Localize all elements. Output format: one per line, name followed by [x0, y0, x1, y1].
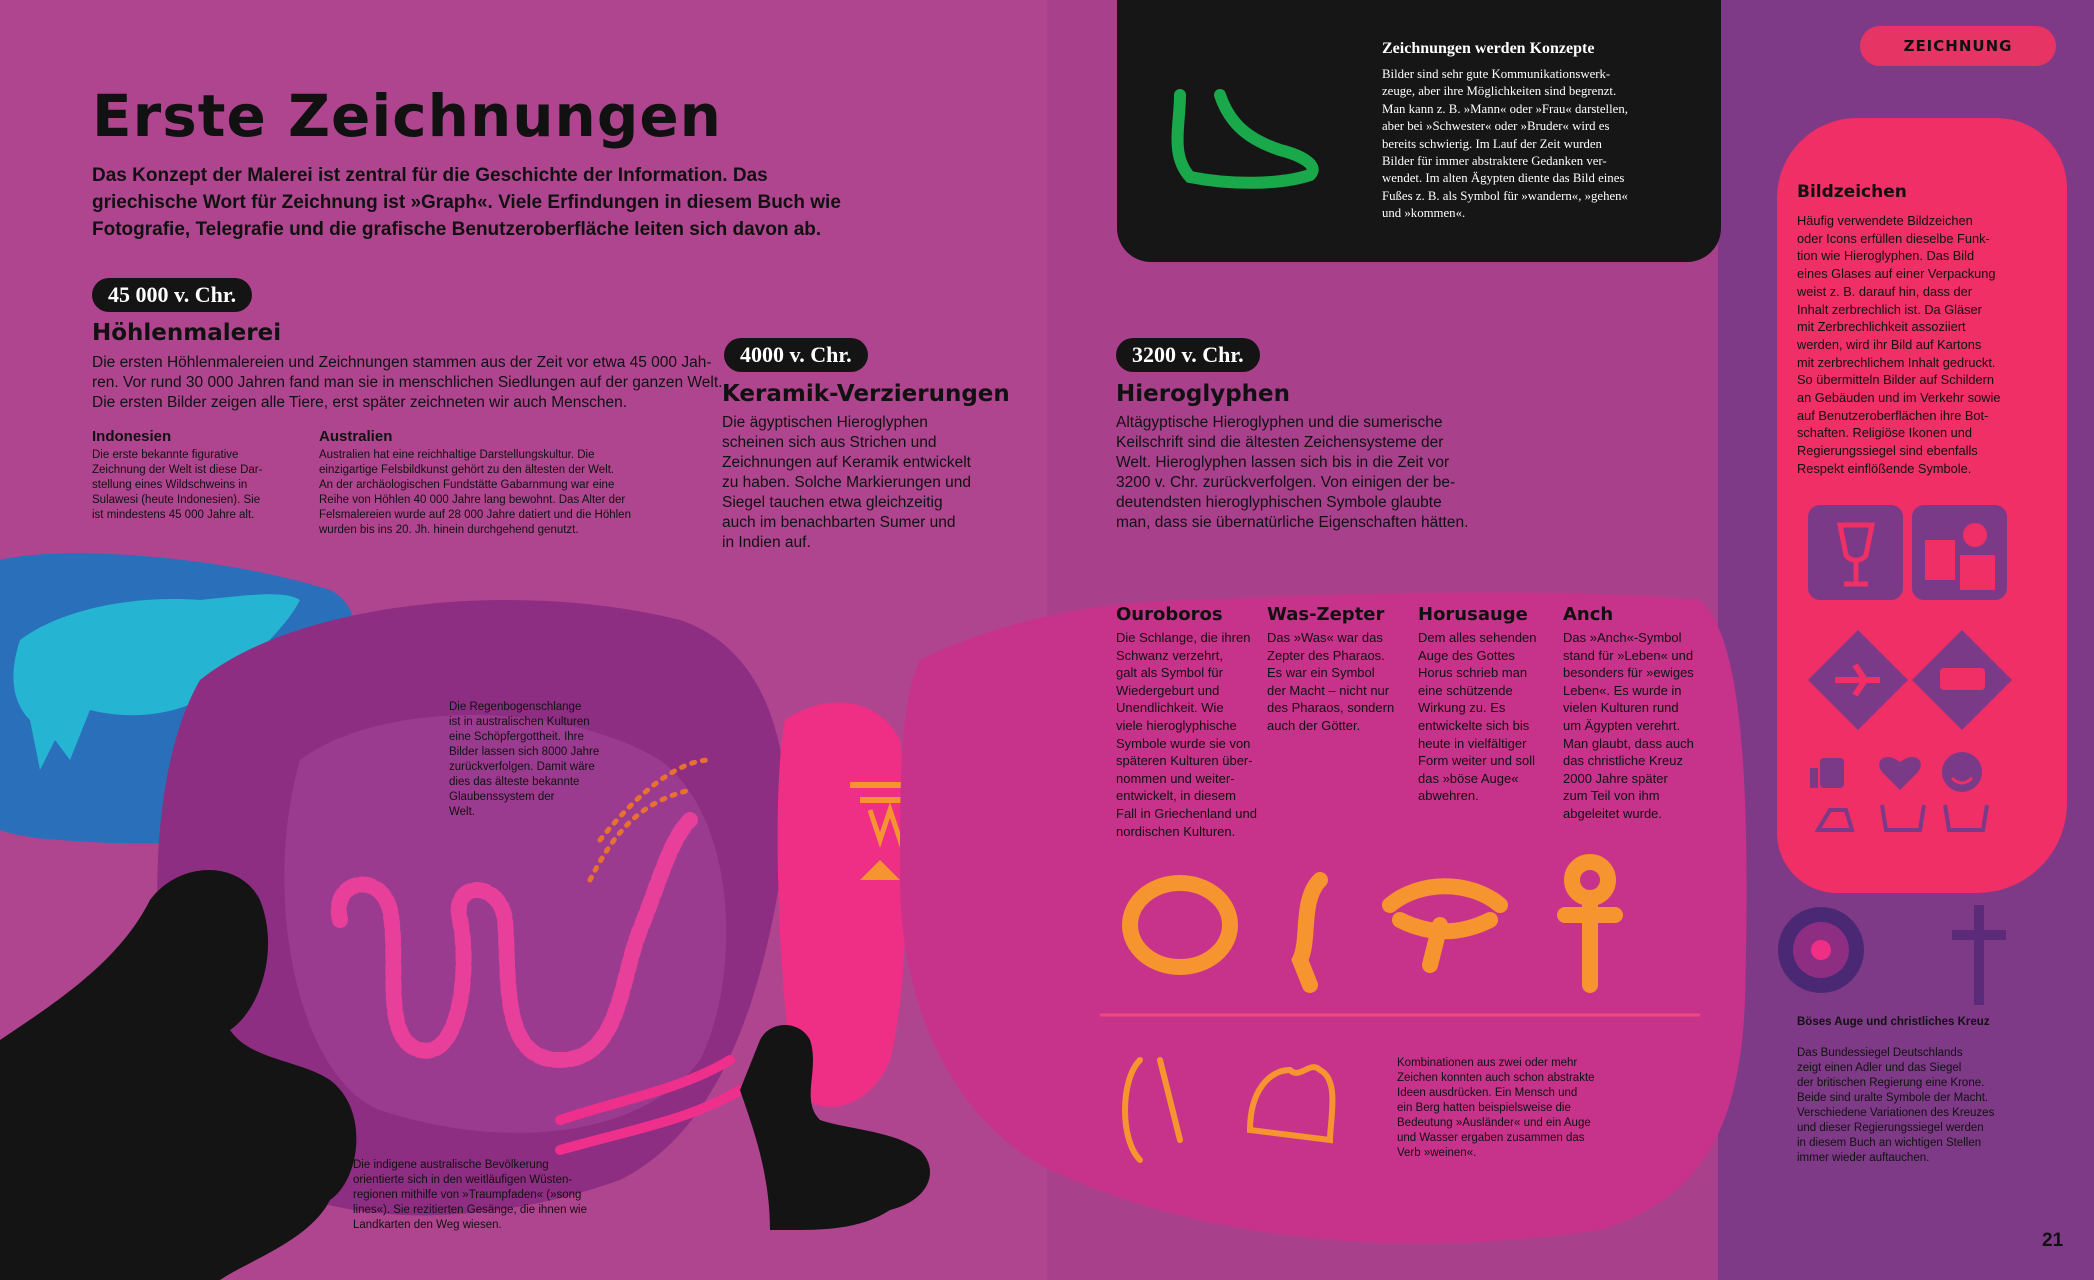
horus-eye-heading: Horusauge	[1418, 604, 1528, 625]
concepts-text: Bilder sind sehr gute Kommunikationswerk- zeuge, aber ihre Möglichkeiten sind begrenzt. Man kann z. B. »Mann« oder »Frau« darstellen, aber bei »Schwester« oder »Bruder« wird es bereits schwierig. Im Lauf der Zeit wurden Bilder für immer abstraktere Gedanken ver- wendet. Im alten Ägypten diente das Bild eines Fußes z. B. als Symbol für »wandern«, »gehen« und »kommen«.	[1382, 67, 1628, 221]
horus-eye-column	[1418, 604, 1558, 805]
concepts-heading: Zeichnungen werden Konzepte	[1382, 40, 1595, 57]
intro-line: griechische Wort für Zeichnung ist »Graph«. Viele Erfindungen in diesem Buch wie	[92, 192, 841, 213]
horus-eye-text: Dem alles sehenden Auge des Gottes Horus schrieb man eine schützende Wirkung zu. Es entwickelte sich bis heute in vielfältiger Form weiter und soll das »böse Auge« abwehren.	[1418, 630, 1537, 804]
symbols-caption: Böses Auge und christliches Kreuz	[1797, 1016, 1990, 1028]
date-badge-45000: 45 000 v. Chr.	[92, 278, 252, 312]
page-number: 21	[2042, 1230, 2064, 1251]
was-scepter-column	[1267, 604, 1407, 735]
ceramic-text: Die ägyptischen Hieroglyphen scheinen sich aus Strichen und Zeichnungen auf Keramik entwickelt zu haben. Solche Markierungen und Siegel tauchen etwa gleichzeitig auch im benachbarten Sumer und in Indien auf.	[722, 414, 972, 551]
heart-icon	[1879, 757, 1921, 790]
combo-caption: Kombinationen aus zwei oder mehr Zeichen konnten auch schon abstrakte Ideen ausdrücken. Ein Mensch und ein Berg hatten beispielsweise die Bedeutung »Ausländer« und ein Auge und Wasser ergaben zusammen das Verb »weinen«.	[1397, 1057, 1595, 1159]
hieroglyphs-text: Altägyptische Hieroglyphen und die sumerische Keilschrift sind die ältesten Zeichensysteme der Welt. Hieroglyphen lassen sich bis in die Zeit vor 3200 v. Chr. zurückverfolgen. Von einigen der be- deutendsten hieroglyphischen Symbole glaubte man, dass sie übernatürliche Eigenschaften hätten.	[1116, 414, 1469, 531]
section-heading-cave: Höhlenmalerei	[92, 320, 282, 346]
iron-icon	[1818, 810, 1852, 830]
ouroboros-heading: Ouroboros	[1116, 604, 1223, 625]
thumbs-up-icon	[1810, 758, 1844, 788]
ankh-heading: Anch	[1563, 604, 1614, 625]
intro-paragraph	[92, 162, 872, 243]
pictogram-text: Häufig verwendete Bildzeichen oder Icons erfüllen dieselbe Funk- tion wie Hieroglyphen. Das Bild eines Glases auf einer Verpackung weist z. B. darauf hin, dass der Inhalt zerbrechlich ist. Da Gläser mit Zerbrechlichkeit assoziiert werden, wird ihr Bild auf Kartons mit zerbrechlichem Inhalt gedruckt. So übermitteln Bilder auf Schildern an Gebäuden und im Verkehr sowie auf Benutzeroberflächen ihre Bot- schaften. Religiöse Ikonen und Regierungssiegel sind ebenfalls Respekt einflößende Symbole.	[1797, 213, 2001, 476]
date-badge-3200: 3200 v. Chr.	[1116, 338, 1260, 372]
foot-icon	[1160, 85, 1340, 195]
handwash-icon	[1882, 805, 1924, 830]
ankh-text: Das »Anch«-Symbol stand für »Leben« und besonders für »ewiges Leben«. Es wurde in vielen Kulturen rund um Ägypten verehrt. Man glaubt, dass auch das christliche Kreuz 2000 Jahre später zum Teil von ihm abgeleitet wurde.	[1563, 630, 1694, 821]
date-badge-4000: 4000 v. Chr.	[724, 338, 868, 372]
airplane-icon	[1808, 630, 1908, 730]
cave-text: Die ersten Höhlenmalereien und Zeichnungen stammen aus der Zeit vor etwa 45 000 Jah- ren. Vor rund 30 000 Jahren fand man sie in menschlichen Siedlungen auf der ganzen Welt. Die ersten Bilder zeigen alle Tiere, erst später zeichneten wir auch Menschen.	[92, 354, 723, 411]
evil-eye-icon	[1778, 907, 1864, 993]
evil-eye-and-cross	[1776, 905, 2006, 1005]
intro-line: Das Konzept der Malerei ist zentral für die Geschichte der Information. Das	[92, 165, 768, 186]
indonesia-heading: Indonesien	[92, 428, 172, 445]
category-tag: ZEICHNUNG	[1860, 26, 2056, 66]
glass-icon	[1808, 505, 1903, 600]
indonesia-text: Die erste bekannte figurative Zeichnung der Welt ist diese Dar- stellung eines Wildschweins in Sulawesi (heute Indonesien). Sie ist mindestens 45 000 Jahre alt.	[92, 449, 263, 521]
ankh-column	[1563, 604, 1708, 823]
pictogram-heading: Bildzeichen	[1797, 182, 1907, 202]
cross-icon	[1952, 905, 2006, 1005]
was-scepter-text: Das »Was« war das Zepter des Pharaos. Es war ein Symbol der Macht – nicht nur des Pharaos, sondern auch der Götter.	[1267, 630, 1395, 733]
ouroboros-column	[1116, 604, 1261, 840]
intro-line: Fotografie, Telegrafie und die grafische Benutzeroberfläche leiten sich davon ab.	[92, 219, 822, 240]
section-heading-hieroglyphs: Hieroglyphen	[1116, 381, 1291, 407]
was-scepter-heading: Was-Zepter	[1267, 604, 1385, 625]
serpent-caption: Die Regenbogenschlange ist in australischen Kulturen eine Schöpfergottheit. Ihre Bilder lassen sich 8000 Jahre zurückverfolgen. Damit wäre dies das älteste bekannte Glaubenssystem der Welt.	[449, 701, 600, 818]
ouroboros-text: Die Schlange, die ihren Schwanz verzehrt, galt als Symbol für Wiedergeburt und Unendlichkeit. Wie viele hieroglyphische Symbole wurde sie von späteren Kulturen über- nommen und weiter- entwickelt, in diesem Fall in Griechenland und nordischen Kulturen.	[1116, 630, 1257, 839]
smiley-icon	[1942, 752, 1982, 792]
pictogram-icons	[1800, 500, 2050, 840]
wash-icon	[1945, 805, 1987, 830]
customs-icon	[1912, 505, 2007, 600]
bus-icon	[1912, 630, 2012, 730]
australia-heading: Australien	[319, 428, 393, 445]
page-title: Erste Zeichnungen	[92, 82, 722, 150]
seal-text: Das Bundessiegel Deutschlands zeigt einen Adler und das Siegel der britischen Regierung eine Krone. Beide sind uralte Symbole der Macht. Verschiedene Variationen des Kreuzes und dieser Regierungssiegel werden in diesem Buch an wichtigen Stellen immer wieder auftauchen.	[1797, 1047, 1995, 1164]
section-heading-ceramic: Keramik-Verzierungen	[722, 381, 1010, 407]
australia-text: Australien hat eine reichhaltige Darstellungskultur. Die einzigartige Felsbildkunst gehört zu den ältesten der Welt. An der archäologischen Fundstätte Gabarnmung war eine Reihe von Höhlen 40 000 Jahre lang bewohnt. Das Alter der Felsmalereien wurde auf 28 000 Jahre datiert und die Höhlen wurden bis ins 20. Jh. hinein durchgehend genutzt.	[319, 449, 631, 536]
songlines-caption: Die indigene australische Bevölkerung orientierte sich in den weitläufigen Wüsten- regionen mithilfe von »Traumpfaden« (»song lines«). Sie rezitierten Gesänge, die ihnen wie Landkarten den Weg wiesen.	[353, 1159, 587, 1231]
